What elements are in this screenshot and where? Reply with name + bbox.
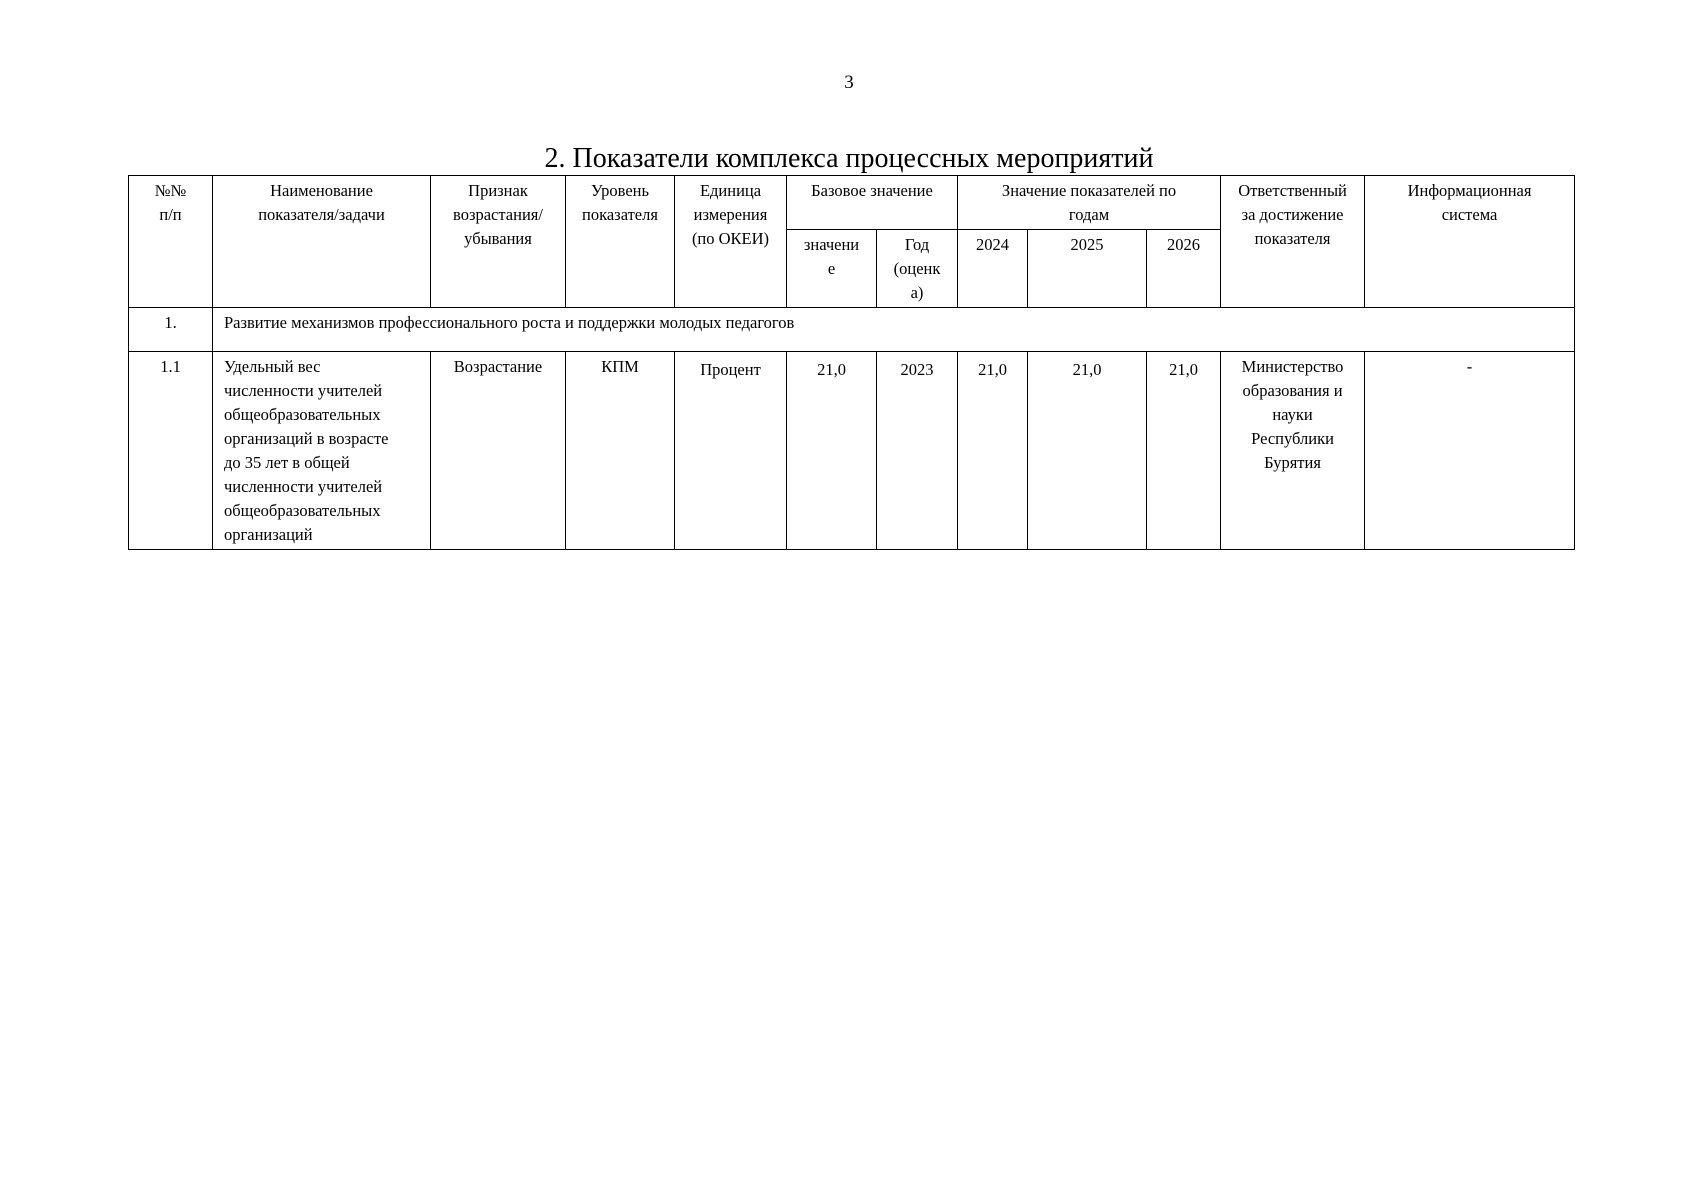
header-info-system: Информационная система (1365, 176, 1575, 308)
row-value-2024: 21,0 (958, 352, 1028, 550)
table-row (129, 352, 1575, 550)
header-base-year: Год (оценк а) (877, 230, 958, 308)
page-number: 3 (844, 72, 854, 93)
row-base-value: 21,0 (787, 352, 877, 550)
row-value-2025: 21,0 (1028, 352, 1147, 550)
row-base-year: 2023 (877, 352, 958, 550)
section-row (129, 308, 1575, 352)
header-year-2025: 2025 (1028, 230, 1147, 308)
section-title-cell: Развитие механизмов профессионального роста и поддержки молодых педагогов (213, 308, 1575, 352)
header-responsible: Ответственный за достижение показателя (1221, 176, 1365, 308)
header-base: Базовое значение (787, 176, 958, 230)
indicators-table (128, 175, 1575, 550)
header-level: Уровень показателя (566, 176, 675, 308)
row-level: КПМ (566, 352, 675, 550)
header-name: Наименование показателя/задачи (213, 176, 431, 308)
row-responsible: Министерство образования и науки Республики Бурятия (1221, 352, 1365, 550)
header-year-2024: 2024 (958, 230, 1028, 308)
row-info-system: - (1365, 352, 1575, 550)
header-base-value: значени е (787, 230, 877, 308)
row-value-2026: 21,0 (1147, 352, 1221, 550)
row-unit: Процент (675, 352, 787, 550)
header-row-top (129, 176, 1575, 230)
header-sign: Признак возрастания/ убывания (431, 176, 566, 308)
header-year-2026: 2026 (1147, 230, 1221, 308)
row-num: 1.1 (129, 352, 213, 550)
section-title: 2. Показатели комплекса процессных мероприятий (544, 143, 1154, 174)
row-indicator-name: Удельный вес численности учителей общеобразовательных организаций в возрасте до 35 лет в общей численности учителей общеобразовательных организаций (213, 352, 431, 550)
section-num: 1. (129, 308, 213, 352)
header-years-group: Значение показателей по годам (958, 176, 1221, 230)
header-num: №№ п/п (129, 176, 213, 308)
row-sign: Возрастание (431, 352, 566, 550)
header-unit: Единица измерения (по ОКЕИ) (675, 176, 787, 308)
